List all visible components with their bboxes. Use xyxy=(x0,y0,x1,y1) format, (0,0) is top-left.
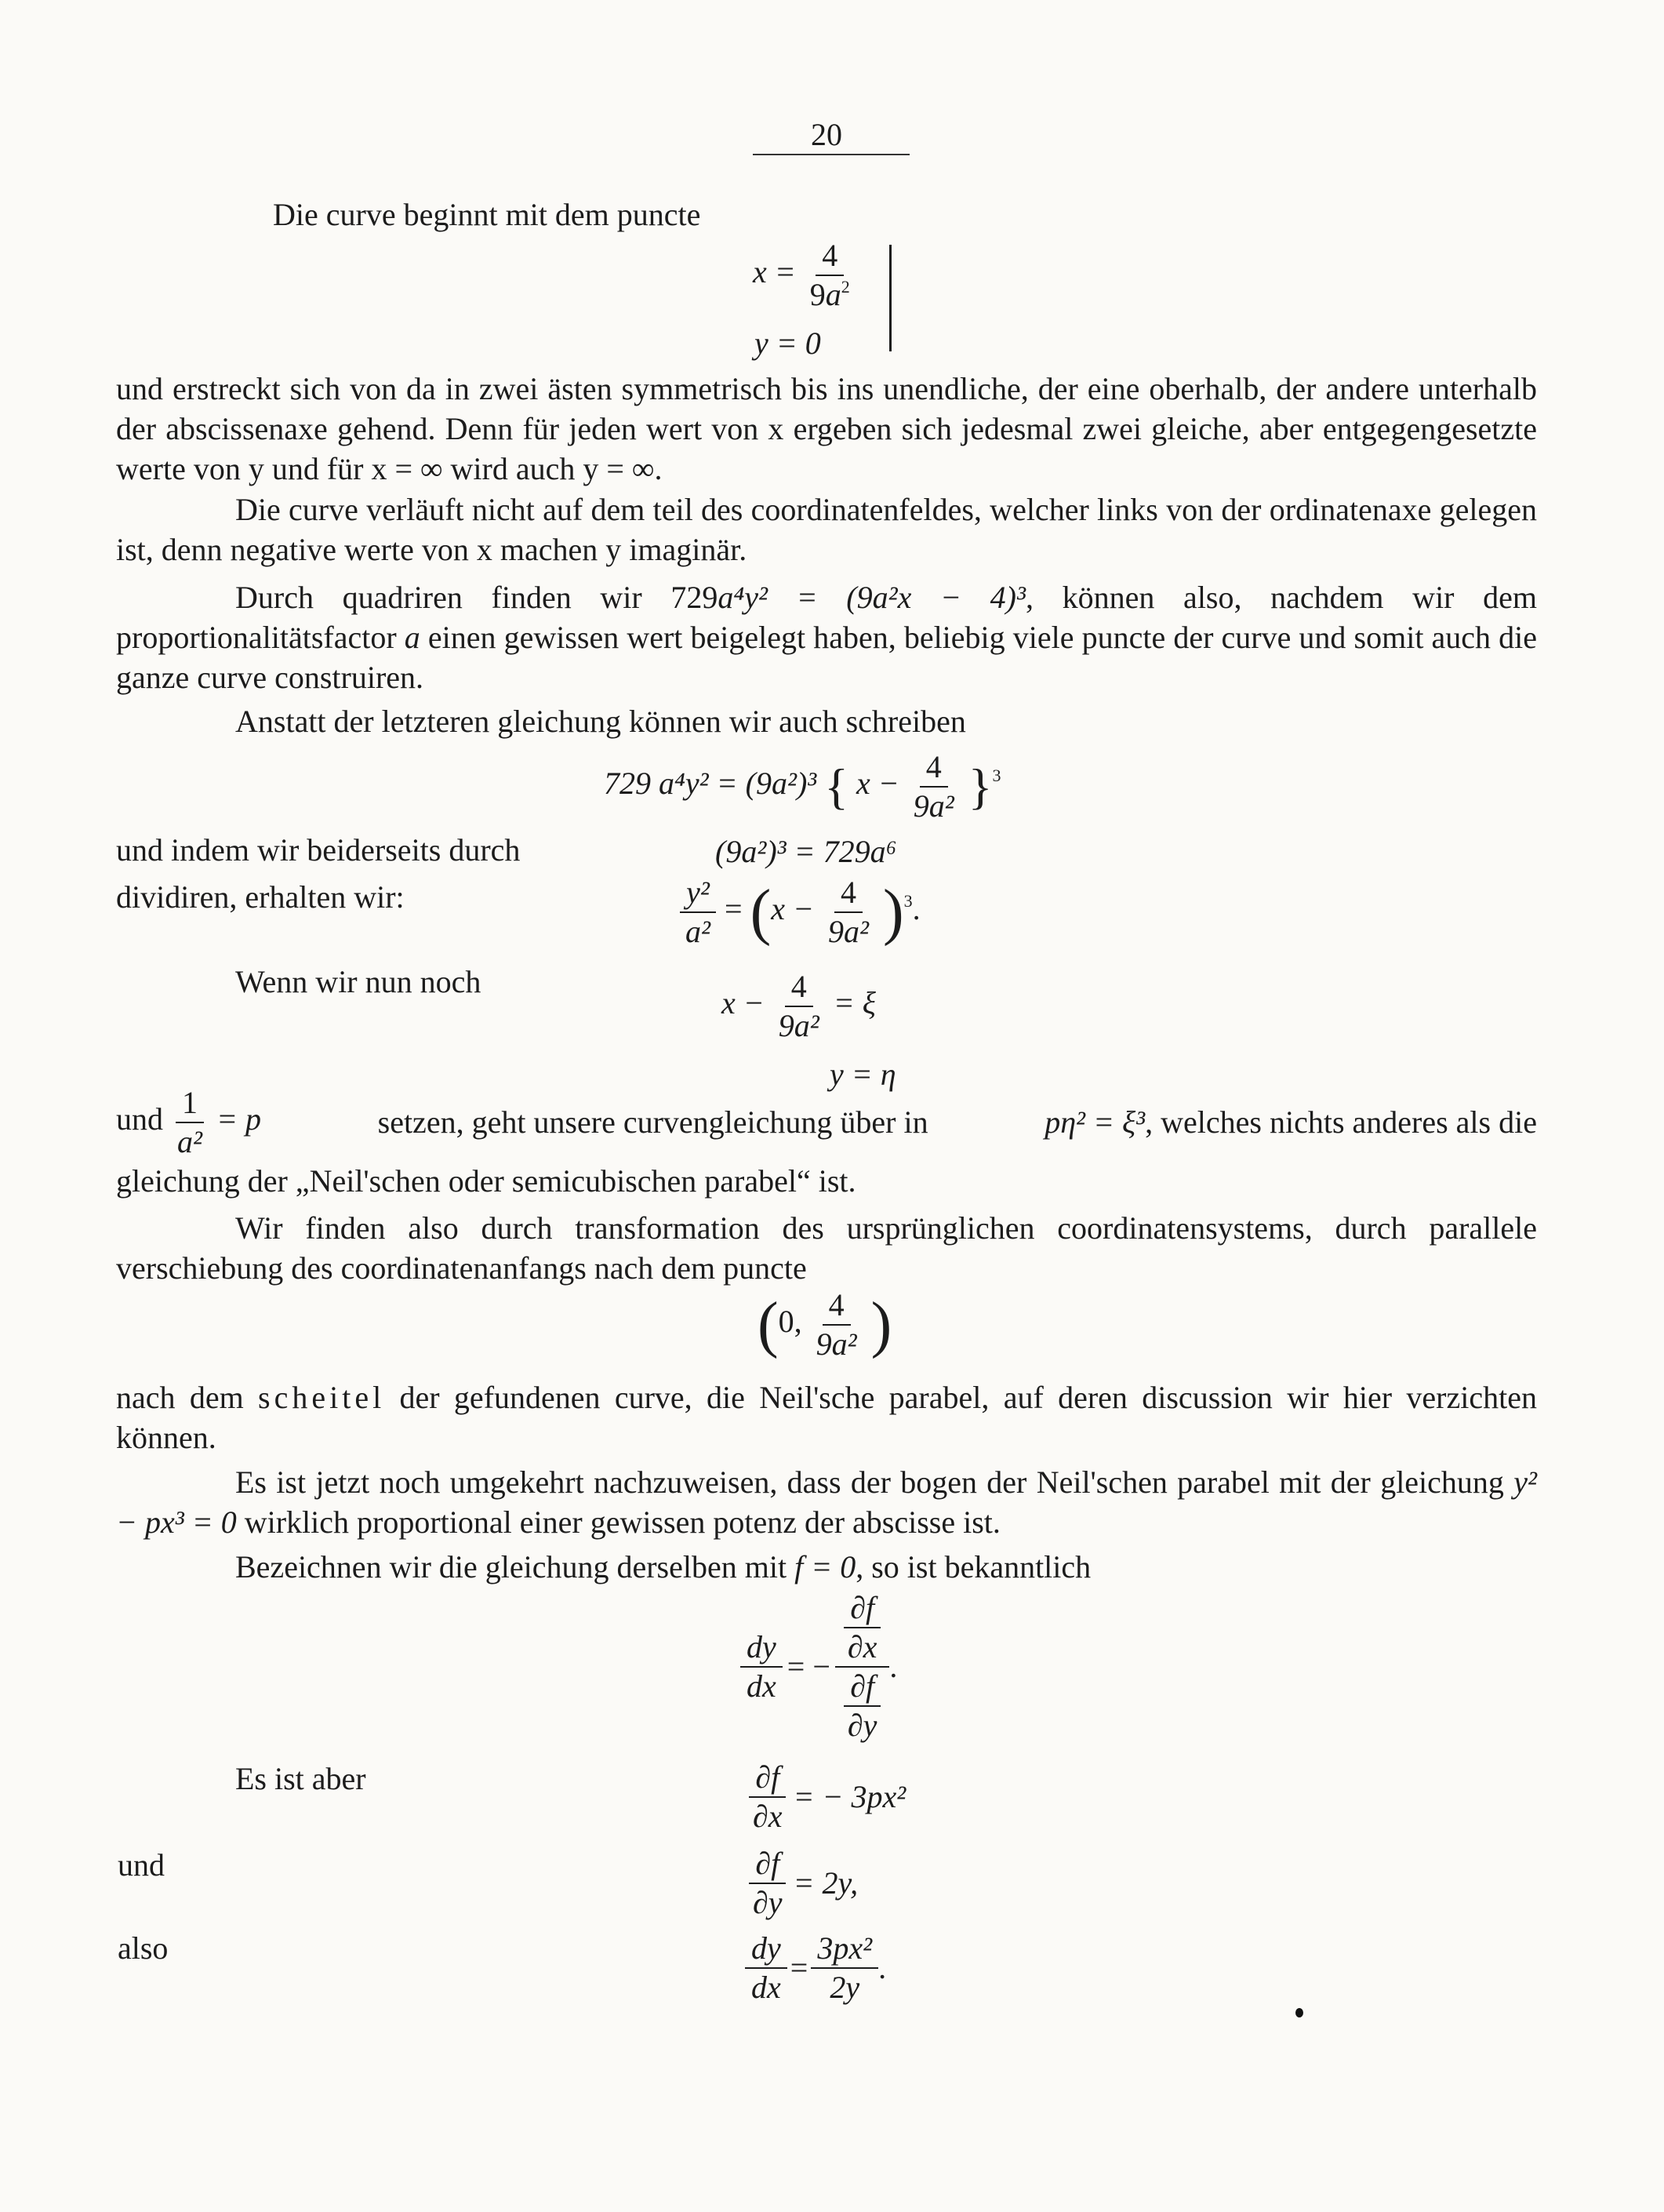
equation-start-y: y = 0 xyxy=(754,326,821,361)
brace xyxy=(878,245,892,351)
fraction: $\frac{4}{\text{9a²}}$ xyxy=(913,749,954,824)
text-dividing-2: dividiren, erhalten wir: xyxy=(116,879,405,915)
paragraph-branches: und erstreckt sich von da in zwei ästen symmetrisch bis ins unendliche, der eine oberhalb, der andere unterhalb der abscissenaxe gehend. Denn für jeden wert von x ergeben sich jedesmal zwei gleiche, aber entgegengesetzte werte von y und für x = ∞ wird auch y = ∞. xyxy=(116,371,1537,486)
paragraph-ordinate: Die curve verläuft nicht auf dem teil des coordinatenfeldes, welcher links von der ordinatenaxe gelegen ist, denn negative werte von x machen y imaginär. xyxy=(116,492,1537,567)
label-also: also xyxy=(118,1930,169,1966)
text-neil-parabola: gleichung der „Neil'schen oder semicubischen parabel“ ist. xyxy=(116,1163,856,1199)
text-dividing-1: und indem wir beiderseits durch xyxy=(116,832,521,868)
equation-point: (0, $\frac{4}{\text{9a²}}$ ) xyxy=(758,1287,892,1362)
paragraph-designate: Bezeichnen wir die gleichung derselben mit f = 0, so ist bekanntlich xyxy=(235,1549,1092,1584)
fraction: $\frac{dy}{dx}$ xyxy=(745,1933,787,2003)
paragraph-substitution: und $\frac{1}{\text{a²}}$ = p setzen, geht unsere curvengleichung über in pη² = ξ³, welches nichts anderes als die xyxy=(116,1085,1537,1159)
fraction: $\frac{4}{\text{9a²}}$ xyxy=(816,1287,857,1362)
label-es-ist-aber: Es ist aber xyxy=(235,1761,366,1796)
fraction: $\frac{\partial f}{\partial y}$ xyxy=(747,1848,789,1919)
equation-dy-dx: $\frac{dy}{dx}$ = − $\frac{\frac{\partial f}{\partial x}}{\frac{\partial f}{\partial y}}$ . xyxy=(740,1592,897,1741)
fraction: $\frac{\partial f}{\partial x}$ xyxy=(841,1592,884,1663)
paragraph-prove: Es ist jetzt noch umgekehrt nachzuweisen, dass der bogen der Neil'schen parabel mit der gleichung y² − px³ = 0 wirklich proportional einer gewissen potenz der abscisse ist. xyxy=(116,1464,1537,1540)
fraction: $\frac{\text{y²}}{\text{a²}}$ xyxy=(679,877,717,948)
fraction: $\frac{4}{\text{9a²}}$ xyxy=(778,969,819,1043)
text-if-we-now: Wenn wir nun noch xyxy=(235,964,481,999)
equation-9a2-cubed: (9a²)³ = 729a⁶ xyxy=(715,834,897,869)
page-number-rule xyxy=(753,154,910,155)
fraction: $\frac{\partial f}{\partial x}$ xyxy=(747,1762,789,1832)
page-number: 20 xyxy=(811,117,842,152)
compound-fraction xyxy=(835,1592,890,1741)
equation-start-x: x = $\frac{4}{9a^2}$ xyxy=(753,240,856,311)
paragraph-transformation: Wir finden also durch transformation des ursprünglichen coordinatensystems, durch parallele verschiebung des coordinatenanfangs nach dem puncte xyxy=(116,1210,1537,1286)
paragraph-squaring: Durch quadriren finden wir 729a⁴y² = (9a²x − 4)³, können also, nachdem wir dem proportionalitätsfactor a einen gewissen wert beigelegt haben, beliebig viele puncte der curve und somit auch die ganze curve construiren. xyxy=(116,580,1538,695)
fraction: $\frac{1}{\text{a²}}$ xyxy=(177,1085,202,1159)
equation-eta: y = η xyxy=(830,1057,896,1092)
equation-y2-over-a2: $\frac{\text{y²}}{\text{a²}}$ = (x − $\frac{4}{\text{9a²}}$ )$^3$. xyxy=(679,877,921,948)
paragraph-instead: Anstatt der letzteren gleichung können wir auch schreiben xyxy=(235,704,966,739)
equation-df-dx: $\frac{\partial f}{\partial x}$ = − 3px² xyxy=(747,1762,906,1832)
equation-df-dy: $\frac{\partial f}{\partial y}$ = 2y, xyxy=(747,1848,858,1919)
equation-cubed: 729 a⁴y² = (9a²)³ { x − $\frac{4}{\text{9a²}}$ }$^3$ xyxy=(604,749,1001,824)
label-und: und xyxy=(118,1847,165,1883)
fraction: $\frac{\text{3px²}}{2y}$ xyxy=(811,1933,878,2003)
paragraph-vertex: nach dem scheitel der gefundenen curve, die Neil'sche parabel, auf deren discussion wir hier verzichten können. xyxy=(116,1380,1537,1455)
equation-xi: x − $\frac{4}{\text{9a²}}$ = ξ xyxy=(721,969,876,1043)
paragraph-intro: Die curve beginnt mit dem puncte xyxy=(273,197,701,232)
fraction: $\frac{4}{9a^2}$ xyxy=(809,238,850,312)
fraction: $\frac{dy}{dx}$ xyxy=(740,1632,783,1702)
fraction: $\frac{\partial f}{\partial y}$ xyxy=(841,1671,884,1741)
ink-spot xyxy=(1295,2008,1303,2017)
equation-result: $\frac{dy}{dx}$ = $\frac{\text{3px²}}{2y}$ . xyxy=(745,1933,886,2003)
fraction: $\frac{4}{\text{9a²}}$ xyxy=(827,875,869,949)
